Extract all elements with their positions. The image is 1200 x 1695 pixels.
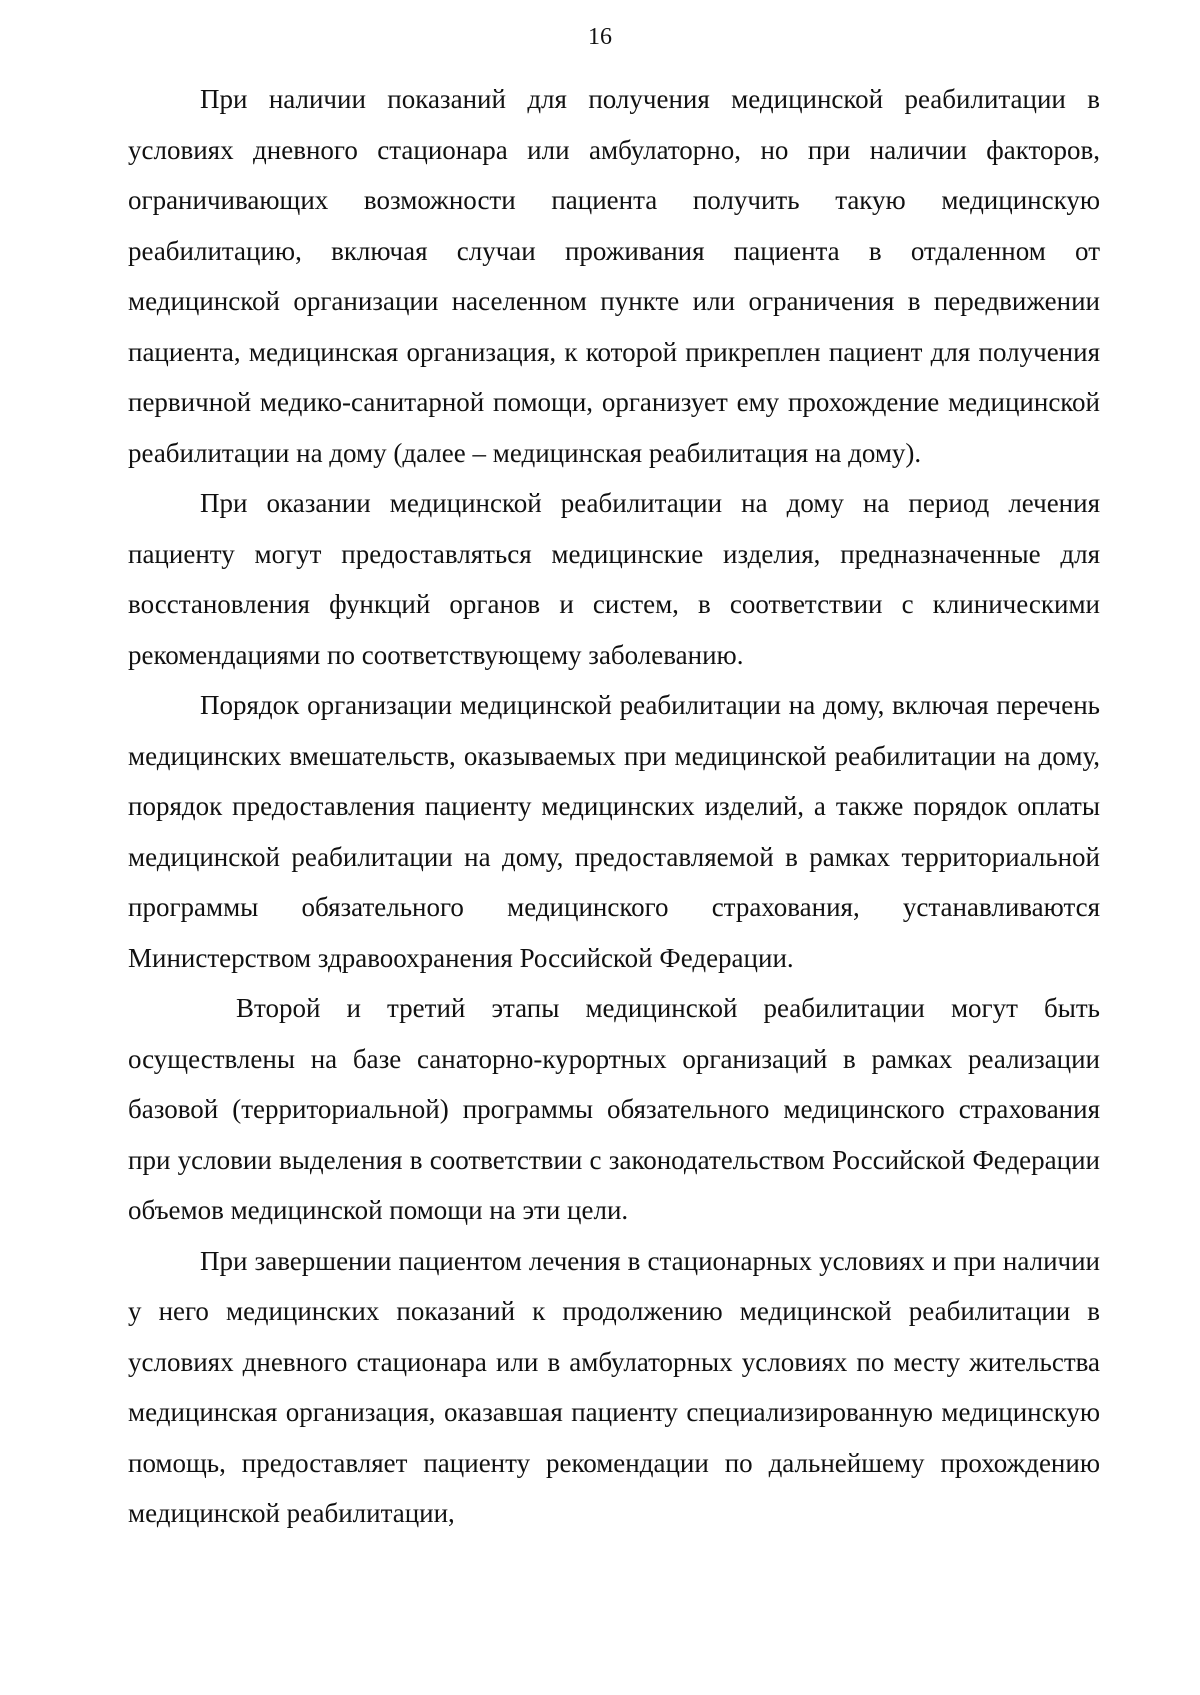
page-number: 16 <box>588 24 612 50</box>
paragraph-stages: Второй и третий этапы медицинской реабилитации могут быть осуществлены на базе санаторно-курортных организаций в рамках реализации базовой (территориальной) программы обязательного медицинского страхования при условии выделения в соответствии с законодательством Российской Федерации объемов медицинской помощи на эти цели. <box>128 993 1100 1225</box>
paragraph-procedure: Порядок организации медицинской реабилитации на дому, включая перечень медицинских вмешательств, оказываемых при медицинской реабилитации на дому, порядок предоставления пациенту медицинских изделий, а также порядок оплаты медицинской реабилитации на дому, предоставляемой в рамках территориальной программы обязательного медицинского страхования, устанавливаются Министерством здравоохранения Российской Федерации. <box>128 690 1100 973</box>
paragraph-medical-devices: При оказании медицинской реабилитации на дому на период лечения пациенту могут предоставляться медицинские изделия, предназначенные для восстановления функций органов и систем, в соответствии с клиническими рекомендациями по соответствующему заболеванию. <box>128 488 1100 670</box>
document-body <box>128 74 1100 1539</box>
paragraph-discharge-recommendations: При завершении пациентом лечения в стационарных условиях и при наличии у него медицинских показаний к продолжению медицинской реабилитации в условиях дневного стационара или в амбулаторных условиях по месту жительства медицинская организация, оказавшая пациенту специализированную медицинскую помощь, предоставляет пациенту рекомендации по дальнейшему прохождению медицинской реабилитации, <box>128 1245 1100 1528</box>
paragraph-home-rehabilitation: При наличии показаний для получения медицинской реабилитации в условиях дневного стационара или амбулаторно, но при наличии факторов, ограничивающих возможности пациента получить такую медицинскую реабилитацию, включая случаи проживания пациента в отдаленном от медицинской организации населенном пункте или ограничения в передвижении пациента, медицинская организация, к которой прикреплен пациент для получения первичной медико-санитарной помощи, организует ему прохождение медицинской реабилитации на дому (далее – медицинская реабилитация на дому). <box>128 84 1100 468</box>
